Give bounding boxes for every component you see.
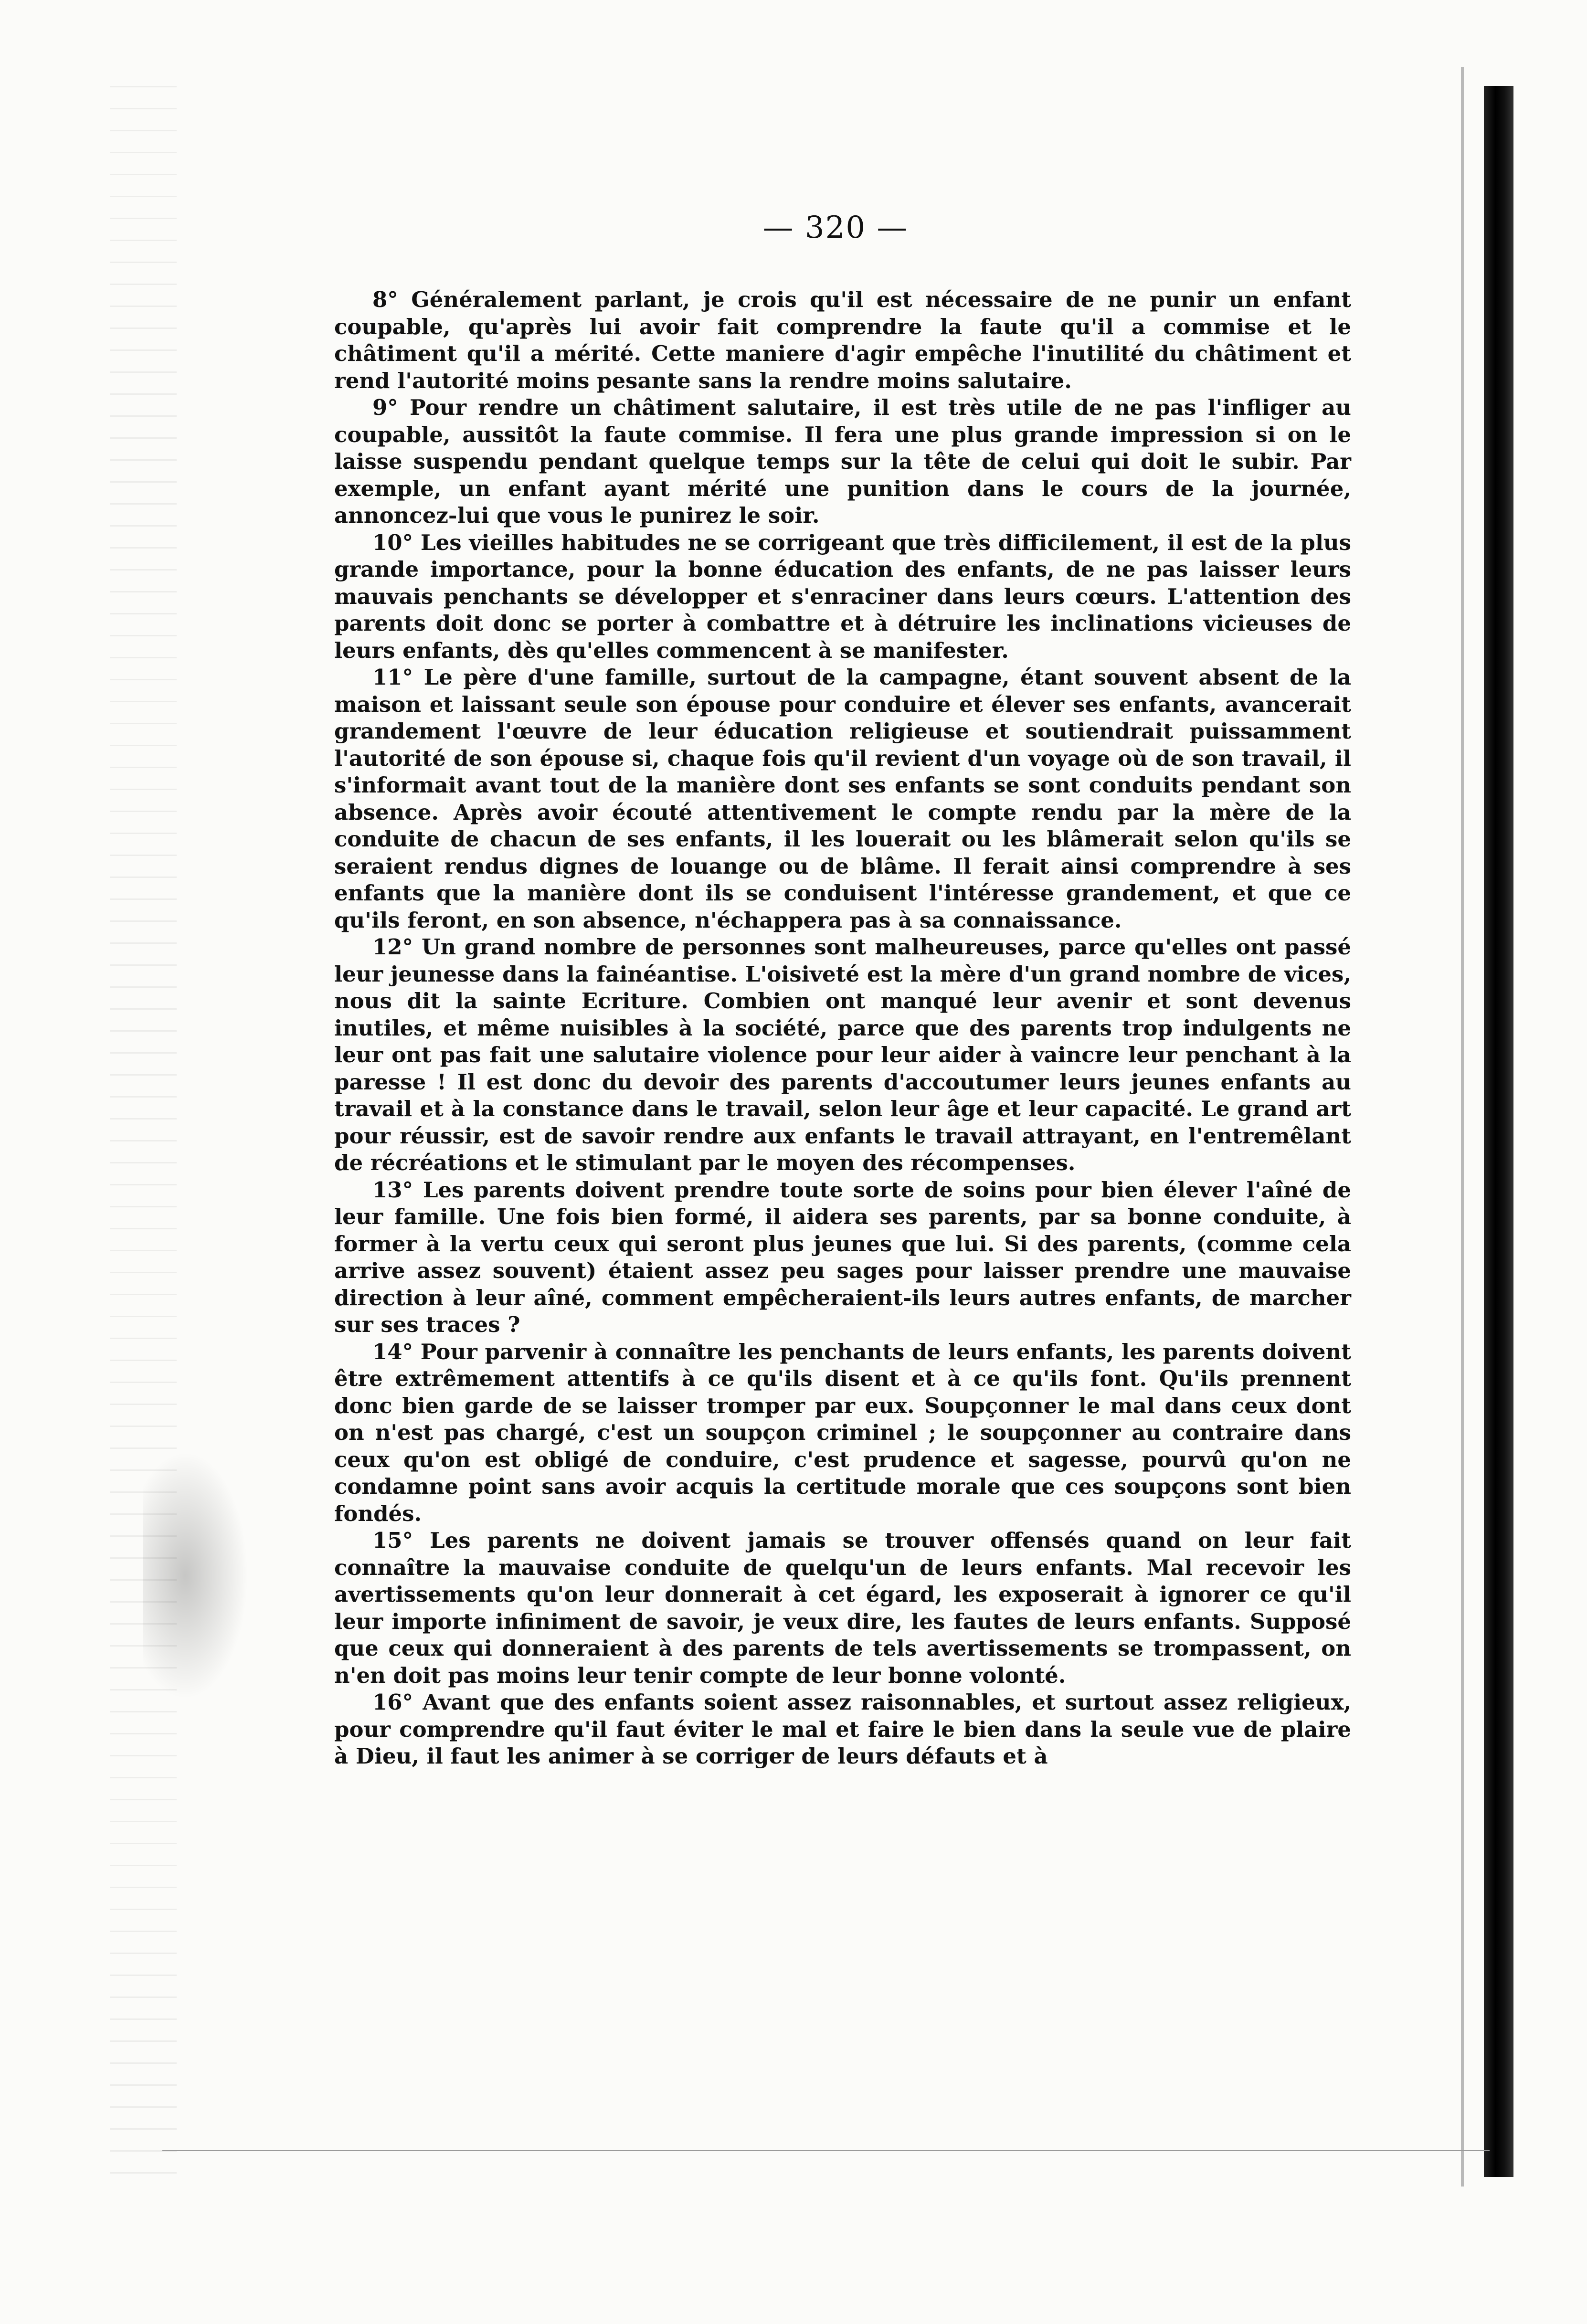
paragraph-9: 9° Pour rendre un châtiment salutaire, il est très utile de ne pas l'infliger au coupable, aussitôt la faute commise. Il fera une plus grande impression si on le laisse suspendu pendant quelque temps sur la tête de celui qui doit le subir. Par exemple, un enfant ayant mérité une punition dans le cours de la journée, annoncez-lui que vous le punirez le soir. xyxy=(334,395,1351,528)
binding-edge-line xyxy=(1461,67,1464,2187)
body-text xyxy=(334,286,1351,1770)
paragraph-12: 12° Un grand nombre de personnes sont malheureuses, parce qu'elles ont passé leur jeunesse dans la fainéantise. L'oisiveté est la mère d'un grand nombre de vices, nous dit la sainte Ecriture. Combien ont manqué leur avenir et sont devenus inutiles, et même nuisibles à la société, parce que des parents trop indulgents ne leur ont pas fait une salutaire violence pour leur aider à vaincre leur penchant à la paresse ! Il est donc du devoir des parents d'accoutumer leurs jeunes enfants au travail et à la constance dans le travail, selon leur âge et leur capacité. Le grand art pour réussir, est de savoir rendre aux enfants le travail attrayant, en l'entremêlant de récréations et le stimulant par le moyen des récompenses. xyxy=(334,934,1351,1175)
paragraph-13: 13° Les parents doivent prendre toute sorte de soins pour bien élever l'aîné de leur famille. Une fois bien formé, il aidera ses parents, par sa bonne conduite, à former à la vertu ceux qui seront plus jeunes que lui. Si des parents, (comme cela arrive assez souvent) étaient assez peu sages pour laisser prendre une mauvaise direction à leur aîné, comment empêcheraient-ils leurs autres enfants, de marcher sur ses traces ? xyxy=(334,1177,1351,1337)
scan-smudge xyxy=(143,1451,248,1700)
binding-shadow xyxy=(1484,86,1513,2177)
page-number: — 320 — xyxy=(762,210,909,245)
paragraph-16: 16° Avant que des enfants soient assez raisonnables, et surtout assez religieux, pour comprendre qu'il faut éviter le mal et faire le bien dans la seule vue de plaire à Dieu, il faut les animer à se corriger de leurs défauts et à xyxy=(334,1690,1351,1769)
bottom-scan-line xyxy=(162,2150,1490,2151)
paragraph-11: 11° Le père d'une famille, surtout de la campagne, étant souvent absent de la maison et laissant seule son épouse pour conduire et élever ses enfants, avancerait grandement l'œuvre de leur éducation religieuse et soutiendrait puissamment l'autorité de son épouse si, chaque fois qu'il revient d'un voyage où de son travail, il s'informait avant tout de la manière dont ses enfants se sont conduits pendant son absence. Après avoir écouté attentivement le compte rendu par la mère de la conduite de chacun de ses enfants, il les louerait ou les blâmerait selon qu'ils se seraient rendus dignes de louange ou de blâme. Il ferait ainsi comprendre à ses enfants que la manière dont ils se conduisent l'intéresse grandement, et que ce qu'ils feront, en son absence, n'échappera pas à sa connaissance. xyxy=(334,665,1351,933)
paragraph-14: 14° Pour parvenir à connaître les penchants de leurs enfants, les parents doivent être extrêmement attentifs à ce qu'ils disent et à ce qu'ils font. Qu'ils prennent donc bien garde de se laisser tromper par eux. Soupçonner le mal dans ceux dont on n'est pas chargé, c'est un soupçon criminel ; le soupçonner au contraire dans ceux qu'on est obligé de conduire, c'est prudence et sagesse, pourvû qu'on ne condamne point sans avoir acquis la certitude morale que ces soupçons sont bien fondés. xyxy=(334,1339,1351,1526)
paragraph-10: 10° Les vieilles habitudes ne se corrigeant que très difficilement, il est de la plus grande importance, pour la bonne éducation des enfants, de ne pas laisser leurs mauvais penchants se développer et s'enraciner dans leurs cœurs. L'attention des parents doit donc se porter à combattre et à détruire les inclinations vicieuses de leurs enfants, dès qu'elles commencent à se manifester. xyxy=(334,529,1351,663)
margin-scan-noise xyxy=(110,86,177,2187)
paragraph-15: 15° Les parents ne doivent jamais se trouver offensés quand on leur fait connaître la mauvaise conduite de quelqu'un de leurs enfants. Mal recevoir les avertissements qu'on leur donnerait à cet égard, les exposerait à ignorer ce qu'il leur importe infiniment de savoir, je veux dire, les fautes de leurs enfants. Supposé que ceux qui donneraient à des parents de tels avertissements se trompassent, on n'en doit pas moins leur tenir compte de leur bonne volonté. xyxy=(334,1528,1351,1688)
paragraph-8: 8° Généralement parlant, je crois qu'il est nécessaire de ne punir un enfant coupable, qu'après lui avoir fait comprendre la faute qu'il a commise et le châtiment qu'il a mérité. Cette maniere d'agir empêche l'inutilité du châtiment et rend l'autorité moins pesante sans la rendre moins salutaire. xyxy=(334,287,1351,393)
